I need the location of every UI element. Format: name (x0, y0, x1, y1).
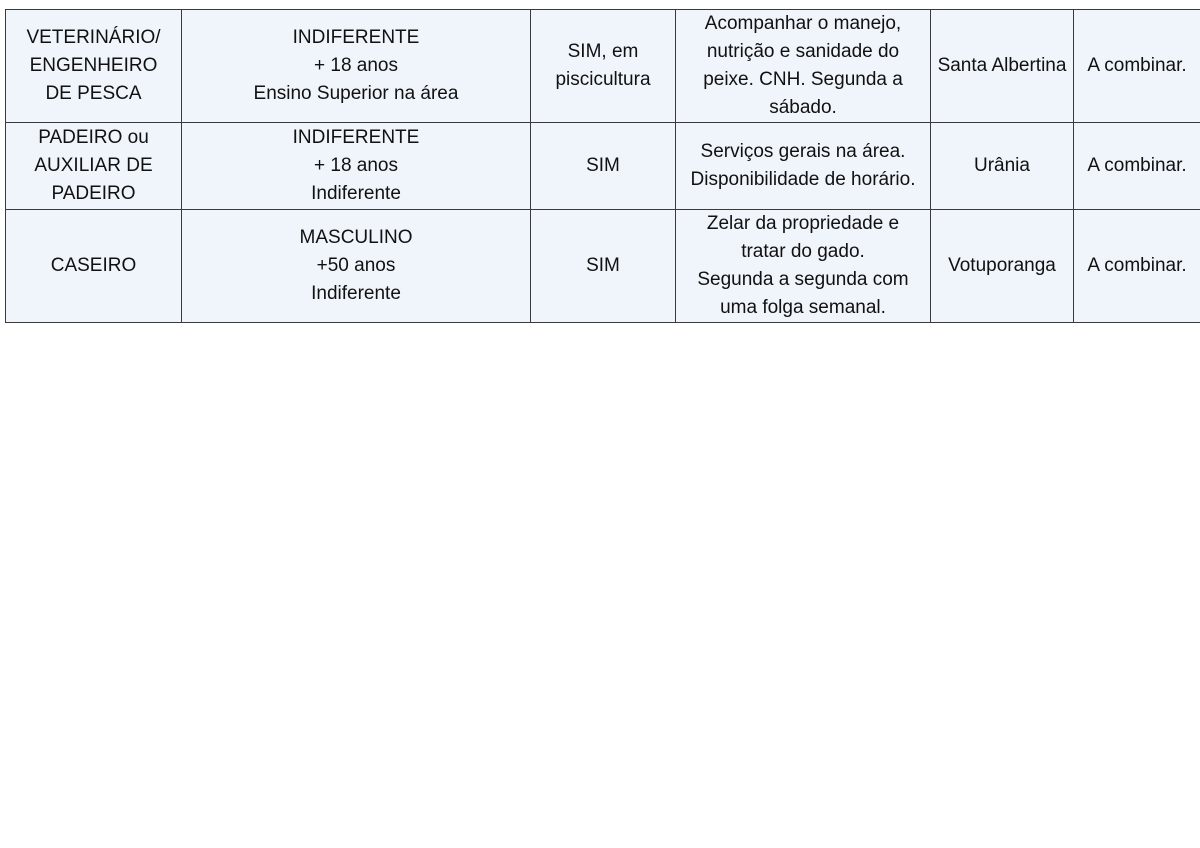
cell-requisitos: INDIFERENTE + 18 anos Ensino Superior na área (182, 10, 531, 123)
cell-atividades: Serviços gerais na área. Disponibilidade de horário. (676, 123, 931, 210)
cell-cargo: CASEIRO (6, 210, 182, 323)
cell-experiencia: SIM (531, 210, 676, 323)
cell-atividades: Zelar da propriedade e tratar do gado. Segunda a segunda com uma folga semanal. (676, 210, 931, 323)
cell-atividades: Acompanhar o manejo, nutrição e sanidade do peixe. CNH. Segunda a sábado. (676, 10, 931, 123)
cell-requisitos: INDIFERENTE + 18 anos Indiferente (182, 123, 531, 210)
cell-requisitos: MASCULINO +50 anos Indiferente (182, 210, 531, 323)
table-row (6, 10, 1200, 123)
cell-cargo: PADEIRO ou AUXILIAR DE PADEIRO (6, 123, 182, 210)
job-listings-table (5, 9, 1200, 323)
cell-experiencia: SIM, em piscicultura (531, 10, 676, 123)
table-row (6, 123, 1200, 210)
cell-cidade: Votuporanga (931, 210, 1074, 323)
cell-experiencia: SIM (531, 123, 676, 210)
cell-cidade: Santa Albertina (931, 10, 1074, 123)
cell-salario: A combinar. (1074, 210, 1200, 323)
cell-salario: A combinar. (1074, 10, 1200, 123)
cell-salario: A combinar. (1074, 123, 1200, 210)
cell-cargo: VETERINÁRIO/ ENGENHEIRO DE PESCA (6, 10, 182, 123)
cell-cidade: Urânia (931, 123, 1074, 210)
table-row (6, 210, 1200, 323)
